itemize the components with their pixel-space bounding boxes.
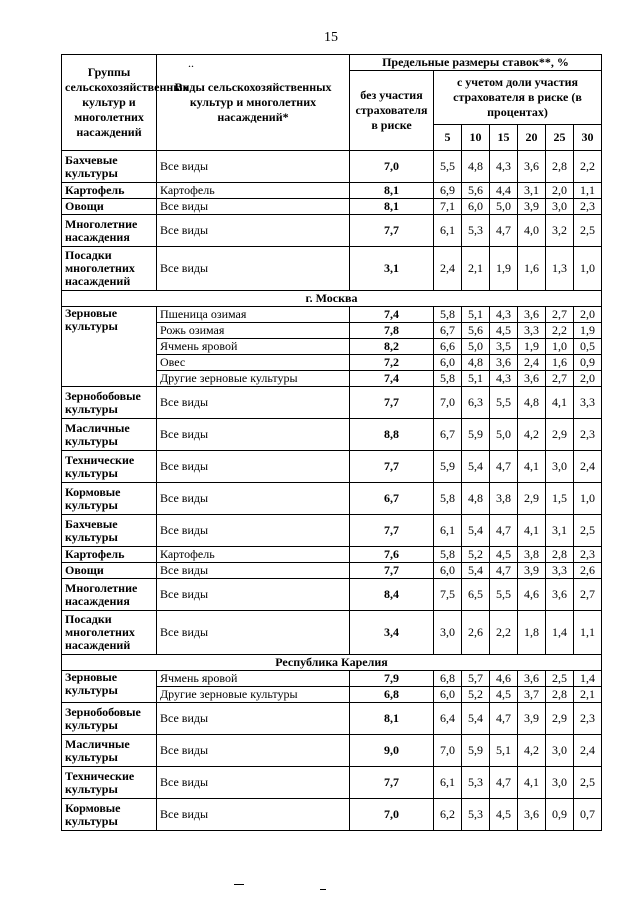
base-rate: 7,7 xyxy=(350,215,434,247)
rate-value: 6,4 xyxy=(434,703,462,735)
rate-value: 6,7 xyxy=(434,323,462,339)
rate-value: 3,9 xyxy=(518,199,546,215)
rate-value: 5,4 xyxy=(462,451,490,483)
base-rate: 6,8 xyxy=(350,687,434,703)
rate-value: 5,3 xyxy=(462,767,490,799)
crop-kind: Все виды xyxy=(157,387,350,419)
rate-value: 3,6 xyxy=(518,671,546,687)
rate-value: 2,3 xyxy=(574,547,602,563)
header-with: с учетом доли участия страхователя в риске (в процентах) xyxy=(434,71,602,125)
rate-value: 2,1 xyxy=(574,687,602,703)
rate-value: 2,4 xyxy=(518,355,546,371)
rate-value: 5,2 xyxy=(462,547,490,563)
rate-value: 2,4 xyxy=(574,735,602,767)
rate-value: 5,7 xyxy=(462,671,490,687)
group-name: Технические культуры xyxy=(62,451,157,483)
base-rate: 7,7 xyxy=(350,387,434,419)
rate-value: 2,0 xyxy=(546,183,574,199)
group-name: Картофель xyxy=(62,183,157,199)
rate-value: 3,6 xyxy=(546,579,574,611)
rate-value: 3,1 xyxy=(518,183,546,199)
rate-value: 4,5 xyxy=(490,687,518,703)
table-row xyxy=(62,451,602,483)
crop-kind: Картофель xyxy=(157,183,350,199)
rate-value: 4,8 xyxy=(462,355,490,371)
crop-kind: Все виды xyxy=(157,483,350,515)
rate-value: 6,0 xyxy=(434,355,462,371)
header-rates: Предельные размеры ставок**, % xyxy=(350,55,602,71)
rate-value: 2,8 xyxy=(546,151,574,183)
region-row xyxy=(62,291,602,307)
rate-value: 3,6 xyxy=(518,799,546,831)
rate-value: 4,6 xyxy=(518,579,546,611)
rate-value: 5,9 xyxy=(462,419,490,451)
table-row xyxy=(62,547,602,563)
rate-value: 3,1 xyxy=(546,515,574,547)
group-name: Зернобобовые культуры xyxy=(62,387,157,419)
rate-value: 2,4 xyxy=(574,451,602,483)
rate-value: 7,1 xyxy=(434,199,462,215)
rate-value: 5,9 xyxy=(462,735,490,767)
base-rate: 8,1 xyxy=(350,703,434,735)
crop-kind: Все виды xyxy=(157,515,350,547)
group-name: Зерновые культуры xyxy=(62,307,157,387)
rate-value: 6,8 xyxy=(434,671,462,687)
rate-value: 5,6 xyxy=(462,183,490,199)
rate-value: 2,8 xyxy=(546,547,574,563)
rate-value: 3,9 xyxy=(518,703,546,735)
rate-value: 2,2 xyxy=(546,323,574,339)
rate-value: 4,7 xyxy=(490,563,518,579)
rate-value: 2,7 xyxy=(546,307,574,323)
base-rate: 7,0 xyxy=(350,799,434,831)
table-row xyxy=(62,563,602,579)
crop-kind: Все виды xyxy=(157,611,350,655)
rate-value: 5,5 xyxy=(490,579,518,611)
crop-kind: Все виды xyxy=(157,579,350,611)
rate-value: 0,9 xyxy=(574,355,602,371)
rate-value: 2,6 xyxy=(574,563,602,579)
rate-value: 6,9 xyxy=(434,183,462,199)
rate-value: 2,5 xyxy=(574,215,602,247)
rate-value: 2,2 xyxy=(574,151,602,183)
rate-value: 3,6 xyxy=(518,371,546,387)
rate-value: 5,4 xyxy=(462,515,490,547)
rate-value: 2,9 xyxy=(546,419,574,451)
rate-value: 2,2 xyxy=(490,611,518,655)
rate-value: 1,0 xyxy=(574,483,602,515)
base-rate: 8,1 xyxy=(350,199,434,215)
rate-value: 1,9 xyxy=(518,339,546,355)
crop-kind: Ячмень яровой xyxy=(157,671,350,687)
rate-value: 3,8 xyxy=(518,547,546,563)
rate-value: 5,8 xyxy=(434,483,462,515)
rate-value: 5,5 xyxy=(490,387,518,419)
table-row xyxy=(62,579,602,611)
crop-kind: Картофель xyxy=(157,547,350,563)
base-rate: 7,7 xyxy=(350,515,434,547)
rate-value: 1,3 xyxy=(546,247,574,291)
group-name: Овощи xyxy=(62,563,157,579)
crop-kind: Рожь озимая xyxy=(157,323,350,339)
base-rate: 9,0 xyxy=(350,735,434,767)
rate-value: 2,5 xyxy=(546,671,574,687)
rate-value: 5,6 xyxy=(462,323,490,339)
rate-value: 2,3 xyxy=(574,703,602,735)
group-name: Овощи xyxy=(62,199,157,215)
group-name: Кормовые культуры xyxy=(62,483,157,515)
footer-mark-left xyxy=(234,884,244,885)
base-rate: 7,0 xyxy=(350,151,434,183)
base-rate: 6,7 xyxy=(350,483,434,515)
header-pct-15: 15 xyxy=(490,125,518,151)
rate-value: 4,5 xyxy=(490,547,518,563)
rate-value: 5,8 xyxy=(434,547,462,563)
rate-value: 6,1 xyxy=(434,215,462,247)
rate-value: 1,9 xyxy=(490,247,518,291)
base-rate: 7,6 xyxy=(350,547,434,563)
rate-value: 7,5 xyxy=(434,579,462,611)
region-row xyxy=(62,655,602,671)
rate-value: 5,1 xyxy=(462,307,490,323)
rate-value: 4,3 xyxy=(490,151,518,183)
rate-value: 6,2 xyxy=(434,799,462,831)
crop-kind: Другие зерновые культуры xyxy=(157,687,350,703)
rate-value: 4,1 xyxy=(546,387,574,419)
page-number: 15 xyxy=(324,30,338,45)
rate-value: 5,3 xyxy=(462,799,490,831)
group-name: Зернобобовые культуры xyxy=(62,703,157,735)
rate-value: 6,5 xyxy=(462,579,490,611)
rate-value: 4,2 xyxy=(518,419,546,451)
rate-value: 2,5 xyxy=(574,767,602,799)
table-row xyxy=(62,307,602,323)
rate-value: 5,8 xyxy=(434,371,462,387)
rate-value: 4,7 xyxy=(490,215,518,247)
rate-value: 4,1 xyxy=(518,451,546,483)
table-row xyxy=(62,767,602,799)
rate-value: 2,6 xyxy=(462,611,490,655)
region-title: Республика Карелия xyxy=(62,655,602,671)
crop-kind: Все виды xyxy=(157,767,350,799)
base-rate: 8,2 xyxy=(350,339,434,355)
rate-value: 1,1 xyxy=(574,183,602,199)
group-name: Многолетние насаждения xyxy=(62,579,157,611)
group-name: Масличные культуры xyxy=(62,735,157,767)
table-row xyxy=(62,247,602,291)
rate-value: 2,0 xyxy=(574,307,602,323)
footer-mark-right xyxy=(320,889,326,890)
rate-value: 2,4 xyxy=(434,247,462,291)
table-row xyxy=(62,151,602,183)
rate-value: 3,6 xyxy=(518,307,546,323)
rate-value: 3,3 xyxy=(546,563,574,579)
table-row xyxy=(62,483,602,515)
table-row xyxy=(62,199,602,215)
rate-value: 2,1 xyxy=(462,247,490,291)
rate-value: 5,1 xyxy=(490,735,518,767)
rate-value: 4,1 xyxy=(518,767,546,799)
rate-value: 4,0 xyxy=(518,215,546,247)
base-rate: 7,8 xyxy=(350,323,434,339)
header-pct-20: 20 xyxy=(518,125,546,151)
rate-value: 4,4 xyxy=(490,183,518,199)
group-name: Бахчевые культуры xyxy=(62,515,157,547)
header-kinds: Виды сельскохозяйственных культур и многолетних насаждений* xyxy=(157,55,350,151)
rate-value: 3,0 xyxy=(546,735,574,767)
rate-value: 5,3 xyxy=(462,215,490,247)
rate-value: 1,1 xyxy=(574,611,602,655)
rate-value: 4,5 xyxy=(490,799,518,831)
table-row xyxy=(62,215,602,247)
rate-value: 4,7 xyxy=(490,451,518,483)
base-rate: 7,9 xyxy=(350,671,434,687)
crop-kind: Все виды xyxy=(157,151,350,183)
rate-value: 4,6 xyxy=(490,671,518,687)
rate-value: 6,0 xyxy=(462,199,490,215)
rate-value: 4,7 xyxy=(490,515,518,547)
rate-value: 3,6 xyxy=(518,151,546,183)
rate-value: 3,7 xyxy=(518,687,546,703)
rate-value: 2,5 xyxy=(574,515,602,547)
crop-kind: Все виды xyxy=(157,703,350,735)
rate-value: 3,8 xyxy=(490,483,518,515)
rate-value: 1,8 xyxy=(518,611,546,655)
rate-value: 5,1 xyxy=(462,371,490,387)
group-name: Посадки многолетних насаждений xyxy=(62,611,157,655)
rate-value: 1,0 xyxy=(546,339,574,355)
base-rate: 3,1 xyxy=(350,247,434,291)
group-name: Кормовые культуры xyxy=(62,799,157,831)
rates-table xyxy=(61,54,602,831)
base-rate: 7,2 xyxy=(350,355,434,371)
rate-value: 2,9 xyxy=(518,483,546,515)
header-mark: .. xyxy=(188,56,194,70)
rate-value: 1,5 xyxy=(546,483,574,515)
rate-value: 0,9 xyxy=(546,799,574,831)
rate-value: 2,7 xyxy=(574,579,602,611)
base-rate: 8,1 xyxy=(350,183,434,199)
rate-value: 4,7 xyxy=(490,767,518,799)
rate-value: 3,3 xyxy=(574,387,602,419)
rate-value: 1,0 xyxy=(574,247,602,291)
group-name: Зерновые культуры xyxy=(62,671,157,703)
rate-value: 5,8 xyxy=(434,307,462,323)
base-rate: 7,7 xyxy=(350,451,434,483)
header-groups: Группы сельскохозяйственных культур и многолетних насаждений xyxy=(62,55,157,151)
rate-value: 0,5 xyxy=(574,339,602,355)
rate-value: 6,6 xyxy=(434,339,462,355)
rate-value: 6,1 xyxy=(434,767,462,799)
table-row xyxy=(62,703,602,735)
header-without: без участия страхователя в риске xyxy=(350,71,434,151)
rate-value: 5,0 xyxy=(462,339,490,355)
base-rate: 8,8 xyxy=(350,419,434,451)
rate-value: 4,8 xyxy=(462,483,490,515)
rate-value: 2,9 xyxy=(546,703,574,735)
group-name: Посадки многолетних насаждений xyxy=(62,247,157,291)
base-rate: 3,4 xyxy=(350,611,434,655)
header-pct-10: 10 xyxy=(462,125,490,151)
rate-value: 3,0 xyxy=(546,199,574,215)
rate-value: 1,4 xyxy=(574,671,602,687)
crop-kind: Все виды xyxy=(157,419,350,451)
rate-value: 1,9 xyxy=(574,323,602,339)
crop-kind: Все виды xyxy=(157,247,350,291)
rate-value: 1,6 xyxy=(518,247,546,291)
rate-value: 6,7 xyxy=(434,419,462,451)
table-row xyxy=(62,671,602,687)
rate-value: 4,5 xyxy=(490,323,518,339)
group-name: Многолетние насаждения xyxy=(62,215,157,247)
header-pct-25: 25 xyxy=(546,125,574,151)
rate-value: 5,0 xyxy=(490,419,518,451)
rate-value: 4,2 xyxy=(518,735,546,767)
crop-kind: Другие зерновые культуры xyxy=(157,371,350,387)
base-rate: 7,7 xyxy=(350,563,434,579)
rate-value: 5,2 xyxy=(462,687,490,703)
table-row xyxy=(62,515,602,547)
rate-value: 6,1 xyxy=(434,515,462,547)
rate-value: 2,3 xyxy=(574,419,602,451)
rate-value: 3,0 xyxy=(546,767,574,799)
rate-value: 2,8 xyxy=(546,687,574,703)
rate-value: 5,0 xyxy=(490,199,518,215)
rate-value: 3,9 xyxy=(518,563,546,579)
base-rate: 7,7 xyxy=(350,767,434,799)
crop-kind: Пшеница озимая xyxy=(157,307,350,323)
rate-value: 3,2 xyxy=(546,215,574,247)
crop-kind: Все виды xyxy=(157,215,350,247)
rate-value: 5,4 xyxy=(462,563,490,579)
rate-value: 1,6 xyxy=(546,355,574,371)
rate-value: 1,4 xyxy=(546,611,574,655)
table-row xyxy=(62,419,602,451)
rate-value: 4,1 xyxy=(518,515,546,547)
crop-kind: Все виды xyxy=(157,451,350,483)
group-name: Масличные культуры xyxy=(62,419,157,451)
rate-value: 3,6 xyxy=(490,355,518,371)
table-row xyxy=(62,735,602,767)
rate-value: 5,4 xyxy=(462,703,490,735)
rate-value: 2,3 xyxy=(574,199,602,215)
header-pct-30: 30 xyxy=(574,125,602,151)
crop-kind: Все виды xyxy=(157,799,350,831)
rate-value: 3,3 xyxy=(518,323,546,339)
rate-value: 4,7 xyxy=(490,703,518,735)
table-row xyxy=(62,387,602,419)
rate-value: 4,3 xyxy=(490,371,518,387)
group-name: Технические культуры xyxy=(62,767,157,799)
table-row xyxy=(62,611,602,655)
table-row xyxy=(62,799,602,831)
table-row xyxy=(62,183,602,199)
rate-value: 6,0 xyxy=(434,687,462,703)
rate-value: 7,0 xyxy=(434,735,462,767)
group-name: Бахчевые культуры xyxy=(62,151,157,183)
rate-value: 4,8 xyxy=(518,387,546,419)
rate-value: 2,7 xyxy=(546,371,574,387)
rate-value: 3,5 xyxy=(490,339,518,355)
rate-value: 5,5 xyxy=(434,151,462,183)
crop-kind: Овес xyxy=(157,355,350,371)
crop-kind: Все виды xyxy=(157,199,350,215)
rate-value: 3,0 xyxy=(546,451,574,483)
base-rate: 7,4 xyxy=(350,371,434,387)
region-title: г. Москва xyxy=(62,291,602,307)
group-name: Картофель xyxy=(62,547,157,563)
rate-value: 3,0 xyxy=(434,611,462,655)
rate-value: 4,3 xyxy=(490,307,518,323)
rate-value: 2,0 xyxy=(574,371,602,387)
rate-value: 7,0 xyxy=(434,387,462,419)
rate-value: 4,8 xyxy=(462,151,490,183)
crop-kind: Ячмень яровой xyxy=(157,339,350,355)
crop-kind: Все виды xyxy=(157,563,350,579)
rate-value: 5,9 xyxy=(434,451,462,483)
base-rate: 8,4 xyxy=(350,579,434,611)
crop-kind: Все виды xyxy=(157,735,350,767)
rate-value: 0,7 xyxy=(574,799,602,831)
base-rate: 7,4 xyxy=(350,307,434,323)
rate-value: 6,0 xyxy=(434,563,462,579)
header-pct-5: 5 xyxy=(434,125,462,151)
rate-value: 6,3 xyxy=(462,387,490,419)
